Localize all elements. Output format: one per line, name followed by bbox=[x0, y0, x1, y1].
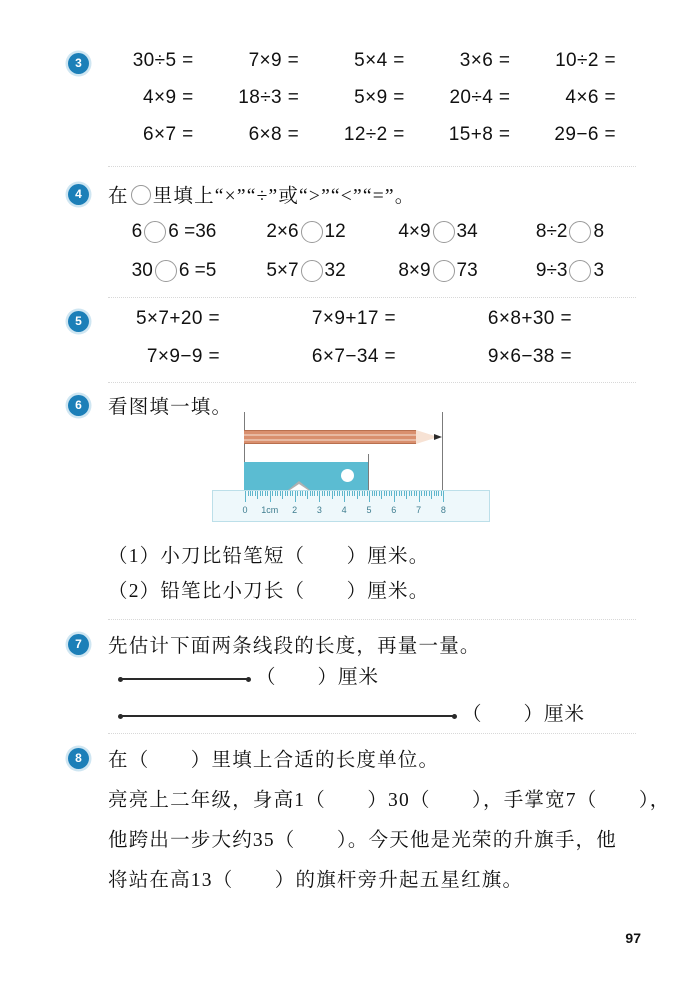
ruler-tick bbox=[272, 491, 273, 496]
ruler-tick bbox=[391, 491, 392, 496]
expr-left: 30 bbox=[131, 260, 153, 281]
calc-cell: 5×4 = bbox=[354, 50, 405, 71]
ruler-label: 2 bbox=[292, 505, 298, 515]
ruler-tick bbox=[386, 491, 387, 496]
ruler-tick bbox=[270, 491, 271, 502]
segment-endpoint bbox=[246, 677, 251, 682]
ruler-tick bbox=[334, 491, 335, 496]
ruler-tick bbox=[369, 491, 370, 502]
ruler-tick bbox=[339, 491, 340, 496]
ruler-tick bbox=[295, 491, 296, 502]
calc-cell: 7×9 = bbox=[248, 50, 300, 71]
circle-fill-item bbox=[108, 253, 240, 289]
segment-endpoint bbox=[452, 714, 457, 719]
calc-cell: 7×9−9 = bbox=[146, 346, 220, 367]
calc-cell: 5×9 = bbox=[354, 87, 405, 108]
ruler-tick bbox=[438, 491, 439, 496]
fill-circle[interactable] bbox=[301, 260, 323, 282]
expr-right: 8 bbox=[593, 221, 605, 242]
ruler-tick bbox=[349, 491, 350, 496]
fill-circle[interactable] bbox=[155, 260, 177, 282]
pencil-body bbox=[244, 430, 416, 444]
section-divider bbox=[108, 733, 636, 735]
ruler-tick bbox=[257, 491, 258, 499]
calc-row bbox=[108, 124, 636, 158]
ruler-tick bbox=[416, 491, 417, 496]
segment-2-label: （ ）厘米 bbox=[462, 704, 586, 725]
ruler-tick bbox=[329, 491, 330, 496]
ruler-tick bbox=[354, 491, 355, 496]
line-segment-1 bbox=[120, 678, 249, 680]
circle-fill-item bbox=[108, 214, 240, 250]
expr-left: 9÷3 bbox=[535, 260, 568, 281]
ruler-tick bbox=[327, 491, 328, 496]
calc-cell: 15+8 = bbox=[448, 124, 511, 145]
exercise-badge-6: 6 bbox=[68, 395, 89, 416]
measurement-illustration bbox=[244, 412, 534, 514]
ruler-label: 7 bbox=[416, 505, 422, 515]
exercise-badge-8: 8 bbox=[68, 748, 89, 769]
ruler-tick bbox=[317, 491, 318, 496]
ruler-tick bbox=[322, 491, 323, 496]
fill-circle[interactable] bbox=[301, 221, 323, 243]
circle-fill-item bbox=[240, 214, 372, 250]
calc-cell: 6×8+30 = bbox=[487, 308, 572, 329]
ruler-tick bbox=[352, 491, 353, 496]
ruler-tick bbox=[411, 491, 412, 496]
ruler-tick bbox=[406, 491, 407, 499]
ruler-tick bbox=[307, 491, 308, 499]
expr-right: 6 =36 bbox=[168, 221, 217, 242]
page-number: 97 bbox=[625, 930, 641, 946]
ruler-label: 8 bbox=[440, 505, 446, 515]
exercise-prompt-8: 在（ ）里填上合适的长度单位。 bbox=[108, 750, 440, 771]
pencil-stripe bbox=[244, 439, 416, 441]
exercise-prompt-7: 先估计下面两条线段的长度，再量一量。 bbox=[108, 636, 481, 657]
section-divider bbox=[108, 619, 636, 621]
exercise-6-question-2: （2）铅笔比小刀长（ ）厘米。 bbox=[108, 581, 430, 602]
ruler-tick bbox=[305, 491, 306, 496]
ruler-tick bbox=[396, 491, 397, 496]
ruler-label: 0 bbox=[242, 505, 248, 515]
circle-fill-item bbox=[240, 253, 372, 289]
fill-circle[interactable] bbox=[569, 260, 591, 282]
prompt-text-before: 在 bbox=[108, 186, 129, 207]
exercise-badge-4: 4 bbox=[68, 184, 89, 205]
ruler-tick bbox=[414, 491, 415, 496]
ruler-tick bbox=[310, 491, 311, 496]
ruler-tick bbox=[399, 491, 400, 496]
exercise-8-line-3: 将站在高13（ ）的旗杆旁升起五星红旗。 bbox=[108, 870, 524, 891]
ruler-tick bbox=[250, 491, 251, 496]
ruler-tick bbox=[287, 491, 288, 496]
calc-cell: 4×9 = bbox=[142, 87, 194, 108]
ruler-tick bbox=[275, 491, 276, 496]
segment-1-label: （ ）厘米 bbox=[256, 667, 380, 688]
calc-cell: 9×6−38 = bbox=[487, 346, 572, 367]
guide-line-7cm bbox=[442, 412, 443, 494]
ruler-tick bbox=[314, 491, 315, 496]
ruler-tick bbox=[297, 491, 298, 496]
exercise-badge-3: 3 bbox=[68, 53, 89, 74]
expr-right: 73 bbox=[456, 260, 478, 281]
ruler-tick bbox=[419, 491, 420, 502]
ruler bbox=[212, 490, 490, 522]
ruler-label: 5 bbox=[366, 505, 372, 515]
ruler-tick bbox=[359, 491, 360, 496]
ruler-labels bbox=[213, 505, 489, 522]
calc-cell: 18÷3 = bbox=[238, 87, 300, 108]
ruler-tick bbox=[267, 491, 268, 496]
ruler-tick bbox=[372, 491, 373, 496]
ruler-tick bbox=[434, 491, 435, 496]
calc-cell: 29−6 = bbox=[554, 124, 616, 145]
fill-circle[interactable] bbox=[433, 221, 455, 243]
fill-circle[interactable] bbox=[131, 185, 151, 205]
expr-left: 6 bbox=[131, 221, 143, 242]
expr-left: 8×9 bbox=[398, 260, 431, 281]
ruler-tick bbox=[260, 491, 261, 496]
ruler-tick bbox=[409, 491, 410, 496]
exercise-prompt-4 bbox=[108, 180, 415, 208]
ruler-tick bbox=[277, 491, 278, 496]
guide-line-5cm bbox=[368, 454, 369, 494]
ruler-tick bbox=[262, 491, 263, 496]
ruler-tick bbox=[280, 491, 281, 496]
ruler-tick bbox=[312, 491, 313, 496]
ruler-tick bbox=[282, 491, 283, 499]
exercise-prompt-6: 看图填一填。 bbox=[108, 397, 233, 418]
ruler-tick bbox=[376, 491, 377, 496]
ruler-tick bbox=[285, 491, 286, 496]
expr-right: 32 bbox=[324, 260, 346, 281]
ruler-label: 6 bbox=[391, 505, 397, 515]
ruler-ticks bbox=[213, 491, 489, 504]
calc-cell: 6×7−34 = bbox=[311, 346, 396, 367]
ruler-tick bbox=[374, 491, 375, 496]
ruler-tick bbox=[429, 491, 430, 496]
ruler-tick bbox=[364, 491, 365, 496]
ruler-tick bbox=[436, 491, 437, 496]
section-divider bbox=[108, 382, 636, 384]
calc-row bbox=[108, 87, 636, 121]
ruler-tick bbox=[426, 491, 427, 496]
calc-cell: 4×6 = bbox=[565, 87, 616, 108]
section-divider bbox=[108, 297, 636, 299]
fill-circle[interactable] bbox=[144, 221, 166, 243]
ruler-tick bbox=[394, 491, 395, 502]
expr-right: 3 bbox=[593, 260, 605, 281]
circle-fill-item bbox=[504, 253, 636, 289]
expr-left: 5×7 bbox=[266, 260, 299, 281]
pencil-stripe bbox=[244, 434, 416, 436]
exercise-8-line-1: 亮亮上二年级，身高1（ ）30（ ），手掌宽7（ ）， bbox=[108, 790, 671, 811]
ruler-tick bbox=[300, 491, 301, 496]
ruler-tick bbox=[342, 491, 343, 496]
ruler-tick bbox=[290, 491, 291, 496]
calc-cell: 10÷2 = bbox=[555, 50, 616, 71]
circle-fill-row bbox=[108, 253, 636, 289]
ruler-tick bbox=[252, 491, 253, 496]
ruler-tick bbox=[319, 491, 320, 502]
exercise-badge-7: 7 bbox=[68, 634, 89, 655]
ruler-tick bbox=[362, 491, 363, 496]
ruler-tick bbox=[384, 491, 385, 496]
ruler-tick bbox=[332, 491, 333, 499]
section-divider bbox=[108, 166, 636, 168]
ruler-tick bbox=[255, 491, 256, 496]
ruler-label: 3 bbox=[316, 505, 322, 515]
ruler-tick bbox=[324, 491, 325, 496]
expr-left: 4×9 bbox=[398, 221, 431, 242]
ruler-tick bbox=[367, 491, 368, 496]
ruler-tick bbox=[302, 491, 303, 496]
calc-cell: 3×6 = bbox=[459, 50, 511, 71]
exercise-badge-5: 5 bbox=[68, 311, 89, 332]
calc-row bbox=[108, 308, 636, 342]
circle-fill-item bbox=[372, 214, 504, 250]
ruler-tick bbox=[245, 491, 246, 502]
expr-left: 8÷2 bbox=[535, 221, 568, 242]
ruler-tick bbox=[292, 491, 293, 496]
ruler-tick bbox=[424, 491, 425, 496]
ruler-tick bbox=[379, 491, 380, 496]
ruler-tick bbox=[441, 491, 442, 496]
line-segment-2 bbox=[120, 715, 455, 717]
calc-cell: 30÷5 = bbox=[132, 50, 194, 71]
calc-row bbox=[108, 50, 636, 84]
exercise-6-question-1: （1）小刀比铅笔短（ ）厘米。 bbox=[108, 546, 430, 567]
expr-right: 12 bbox=[324, 221, 346, 242]
ruler-tick bbox=[344, 491, 345, 502]
ruler-tick bbox=[347, 491, 348, 496]
ruler-tick bbox=[265, 491, 266, 496]
ruler-label: 4 bbox=[341, 505, 347, 515]
ruler-tick bbox=[404, 491, 405, 496]
calc-cell: 5×7+20 = bbox=[135, 308, 220, 329]
circle-fill-item bbox=[372, 253, 504, 289]
knife-hole bbox=[341, 469, 354, 482]
calc-cell: 7×9+17 = bbox=[311, 308, 396, 329]
expr-right: 6 =5 bbox=[178, 260, 217, 281]
fill-circle[interactable] bbox=[433, 260, 455, 282]
calc-cell: 6×8 = bbox=[248, 124, 300, 145]
calc-row bbox=[108, 346, 636, 380]
circle-fill-row bbox=[108, 214, 636, 250]
calc-cell: 12÷2 = bbox=[343, 124, 405, 145]
calc-cell: 20÷4 = bbox=[449, 87, 511, 108]
ruler-tick bbox=[443, 491, 444, 502]
ruler-tick bbox=[401, 491, 402, 496]
prompt-text-after: 里填上“×”“÷”或“>”“<”“=”。 bbox=[152, 186, 416, 207]
circle-fill-item bbox=[504, 214, 636, 250]
ruler-tick bbox=[389, 491, 390, 496]
ruler-tick bbox=[357, 491, 358, 499]
exercise-8-line-2: 他跨出一步大约35（ ）。今天他是光荣的升旗手，他 bbox=[108, 830, 617, 851]
ruler-tick bbox=[431, 491, 432, 499]
ruler-tick bbox=[381, 491, 382, 499]
fill-circle[interactable] bbox=[569, 221, 591, 243]
knife-body bbox=[244, 462, 368, 490]
ruler-label: 1cm bbox=[261, 505, 279, 515]
pencil-lead-tip bbox=[434, 434, 442, 440]
calc-cell: 6×7 = bbox=[142, 124, 194, 145]
ruler-tick bbox=[337, 491, 338, 496]
ruler-tick bbox=[421, 491, 422, 496]
expr-left: 2×6 bbox=[266, 221, 299, 242]
expr-right: 34 bbox=[456, 221, 478, 242]
ruler-tick bbox=[248, 491, 249, 496]
